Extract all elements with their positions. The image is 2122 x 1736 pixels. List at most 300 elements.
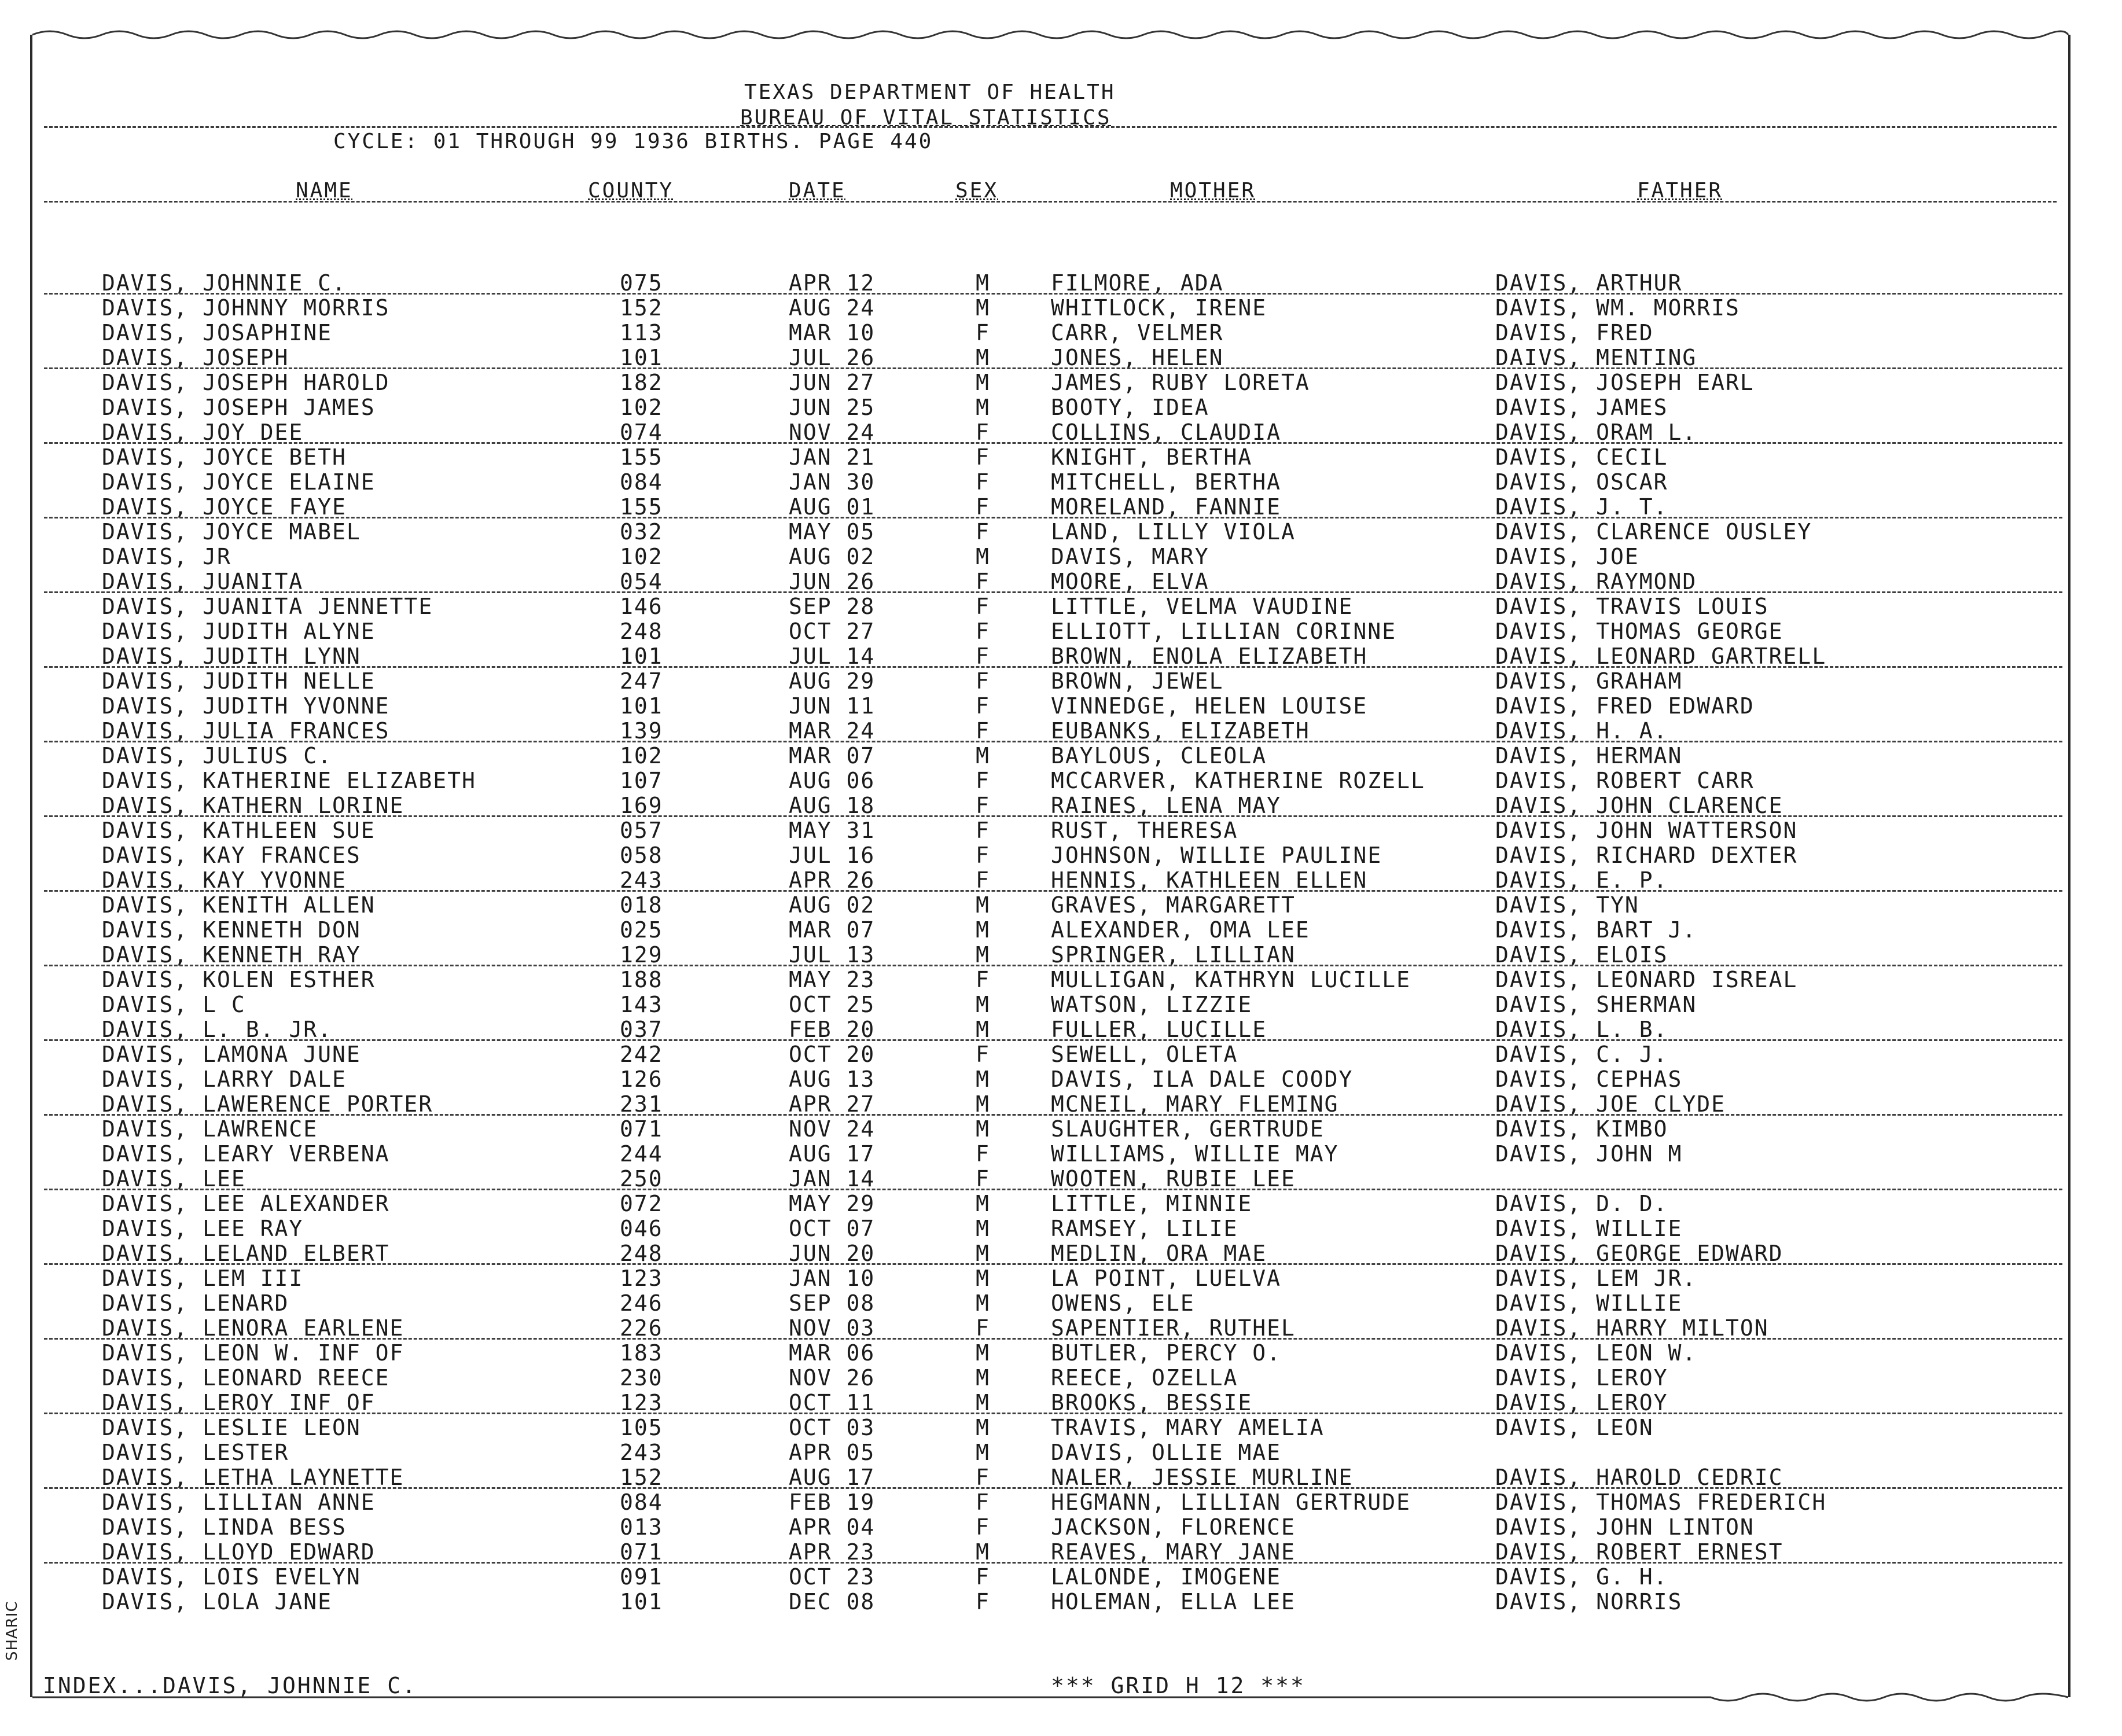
record-sex: M <box>976 892 990 918</box>
record-sex: F <box>976 1564 990 1590</box>
record-date: SEP 28 <box>789 594 876 619</box>
record-sex: F <box>976 494 990 520</box>
top-wavy-edge <box>32 28 2068 42</box>
record-sex: M <box>976 395 990 420</box>
record-father: DAVIS, ARTHUR <box>1495 270 1683 296</box>
record-sex: M <box>976 1116 990 1142</box>
record-name: DAVIS, JUDITH NELLE <box>102 668 376 694</box>
record-dashed-rule <box>44 1189 2062 1190</box>
record-name: DAVIS, LARRY DALE <box>102 1066 347 1092</box>
record-mother: MCCARVER, KATHERINE ROZELL <box>1051 768 1425 793</box>
record-sex: F <box>976 1315 990 1341</box>
record-name: DAVIS, LOLA JANE <box>102 1589 333 1614</box>
record-father: DAVIS, GRAHAM <box>1495 668 1683 694</box>
record-sex: F <box>976 1465 990 1490</box>
record-name: DAVIS, LOIS EVELYN <box>102 1564 361 1590</box>
record-father: DAVIS, JOHN CLARENCE <box>1495 793 1783 818</box>
record-dashed-rule <box>44 890 2062 892</box>
record-row <box>32 271 2068 296</box>
record-row <box>32 470 2068 495</box>
record-dashed-rule <box>44 1338 2062 1340</box>
record-mother: LITTLE, MINNIE <box>1051 1191 1253 1216</box>
record-name: DAVIS, JOSAPHINE <box>102 320 333 345</box>
record-name: DAVIS, LESLIE LEON <box>102 1415 361 1440</box>
record-name: DAVIS, LEROY INF OF <box>102 1390 376 1415</box>
record-dashed-rule <box>44 367 2062 369</box>
record-father: DAVIS, TRAVIS LOUIS <box>1495 594 1769 619</box>
record-mother: SLAUGHTER, GERTRUDE <box>1051 1116 1325 1142</box>
record-row <box>32 744 2068 768</box>
record-name: DAVIS, JOY DEE <box>102 420 304 445</box>
record-county: 058 <box>620 843 663 868</box>
record-mother: DAVIS, MARY <box>1051 544 1209 569</box>
record-date: NOV 03 <box>789 1315 876 1341</box>
record-mother: LITTLE, VELMA VAUDINE <box>1051 594 1354 619</box>
record-date: OCT 23 <box>789 1564 876 1590</box>
record-mother: BAYLOUS, CLEOLA <box>1051 743 1267 768</box>
record-father: DAVIS, WM. MORRIS <box>1495 295 1740 321</box>
record-sex: F <box>976 793 990 818</box>
record-sex: F <box>976 967 990 992</box>
record-row <box>32 968 2068 992</box>
record-sex: F <box>976 768 990 793</box>
record-row <box>32 1515 2068 1540</box>
record-county: 057 <box>620 818 663 843</box>
record-date: APR 05 <box>789 1440 876 1465</box>
record-sex: M <box>976 1290 990 1316</box>
record-name: DAVIS, L C <box>102 992 246 1017</box>
record-name: DAVIS, KOLEN ESTHER <box>102 967 376 992</box>
record-mother: SAPENTIER, RUTHEL <box>1051 1315 1296 1341</box>
record-mother: WILLIAMS, WILLIE MAY <box>1051 1141 1339 1167</box>
record-dashed-rule <box>44 666 2062 668</box>
cycle-line: CYCLE: 01 THROUGH 99 1936 BIRTHS. PAGE 440 <box>333 130 933 153</box>
record-row <box>32 1391 2068 1415</box>
record-date: MAY 31 <box>789 818 876 843</box>
record-sex: M <box>976 370 990 395</box>
record-father: DAVIS, TYN <box>1495 892 1639 918</box>
record-father: DAVIS, D. D. <box>1495 1191 1668 1216</box>
record-name: DAVIS, JUANITA <box>102 569 304 594</box>
record-mother: RAMSEY, LILIE <box>1051 1216 1238 1241</box>
record-county: 152 <box>620 1465 663 1490</box>
record-mother: COLLINS, CLAUDIA <box>1051 420 1282 445</box>
record-father: DAVIS, CECIL <box>1495 444 1668 470</box>
record-county: 182 <box>620 370 663 395</box>
record-date: AUG 29 <box>789 668 876 694</box>
record-county: 101 <box>620 345 663 370</box>
record-name: DAVIS, JOSEPH HAROLD <box>102 370 390 395</box>
record-date: APR 23 <box>789 1539 876 1565</box>
column-header-sex: SEX <box>955 179 999 203</box>
record-page-frame <box>30 35 2070 1697</box>
record-county: 152 <box>620 295 663 321</box>
record-mother: MITCHELL, BERTHA <box>1051 469 1282 495</box>
record-county: 074 <box>620 420 663 445</box>
record-row <box>32 1092 2068 1117</box>
record-date: AUG 06 <box>789 768 876 793</box>
record-name: DAVIS, KENITH ALLEN <box>102 892 376 918</box>
record-sex: M <box>976 1440 990 1465</box>
column-header-mother: MOTHER <box>1170 179 1256 203</box>
record-date: AUG 13 <box>789 1066 876 1092</box>
record-name: DAVIS, KATHLEEN SUE <box>102 818 376 843</box>
record-father: DAVIS, JOE <box>1495 544 1639 569</box>
record-county: 071 <box>620 1116 663 1142</box>
record-county: 091 <box>620 1564 663 1590</box>
record-row <box>32 918 2068 943</box>
record-row <box>32 1216 2068 1241</box>
record-row <box>32 843 2068 868</box>
record-county: 188 <box>620 967 663 992</box>
record-date: JUL 14 <box>789 643 876 669</box>
record-father: DAIVS, MENTING <box>1495 345 1697 370</box>
record-county: 101 <box>620 643 663 669</box>
record-date: AUG 02 <box>789 544 876 569</box>
record-date: NOV 26 <box>789 1365 876 1391</box>
record-dashed-rule <box>44 591 2062 593</box>
record-mother: BROWN, JEWEL <box>1051 668 1224 694</box>
record-sex: M <box>976 1415 990 1440</box>
record-date: JUL 13 <box>789 942 876 968</box>
record-father: DAVIS, CEPHAS <box>1495 1066 1683 1092</box>
record-father: DAVIS, JOHN M <box>1495 1141 1683 1167</box>
record-date: JAN 10 <box>789 1266 876 1291</box>
record-mother: ELLIOTT, LILLIAN CORINNE <box>1051 619 1397 644</box>
record-mother: NALER, JESSIE MURLINE <box>1051 1465 1354 1490</box>
record-row <box>32 1017 2068 1042</box>
record-sex: M <box>976 295 990 321</box>
record-name: DAVIS, LEE ALEXANDER <box>102 1191 390 1216</box>
record-father: DAVIS, HAROLD CEDRIC <box>1495 1465 1783 1490</box>
record-father: DAVIS, H. A. <box>1495 718 1668 744</box>
record-county: 102 <box>620 395 663 420</box>
record-date: APR 27 <box>789 1091 876 1117</box>
record-county: 250 <box>620 1166 663 1191</box>
record-father: DAVIS, ROBERT ERNEST <box>1495 1539 1783 1565</box>
record-sex: F <box>976 1589 990 1614</box>
record-date: OCT 27 <box>789 619 876 644</box>
record-mother: FILMORE, ADA <box>1051 270 1224 296</box>
record-name: DAVIS, KATHERN LORINE <box>102 793 404 818</box>
record-row <box>32 1042 2068 1067</box>
index-label: INDEX...DAVIS, JOHNNIE C. <box>43 1673 417 1698</box>
record-sex: F <box>976 420 990 445</box>
record-county: 231 <box>620 1091 663 1117</box>
record-date: MAR 10 <box>789 320 876 345</box>
record-row <box>32 893 2068 918</box>
record-row <box>32 545 2068 569</box>
record-sex: F <box>976 444 990 470</box>
record-sex: M <box>976 345 990 370</box>
record-row <box>32 594 2068 619</box>
record-father: DAVIS, GEORGE EDWARD <box>1495 1241 1783 1266</box>
record-row <box>32 495 2068 520</box>
record-dashed-rule <box>44 517 2062 518</box>
record-name: DAVIS, JOSEPH <box>102 345 289 370</box>
side-stamp: SHARIC <box>3 1601 21 1661</box>
record-county: 075 <box>620 270 663 296</box>
record-father: DAVIS, FRED <box>1495 320 1654 345</box>
record-row <box>32 345 2068 370</box>
record-row <box>32 1415 2068 1440</box>
record-dashed-rule <box>44 1114 2062 1116</box>
record-sex: F <box>976 569 990 594</box>
record-row <box>32 445 2068 470</box>
record-date: JUN 27 <box>789 370 876 395</box>
record-dashed-rule <box>44 1413 2062 1414</box>
record-name: DAVIS, JOYCE ELAINE <box>102 469 376 495</box>
record-father: DAVIS, CLARENCE OUSLEY <box>1495 519 1812 545</box>
record-dashed-rule <box>44 1039 2062 1041</box>
record-name: DAVIS, JOYCE BETH <box>102 444 347 470</box>
record-date: JAN 14 <box>789 1166 876 1191</box>
record-father: DAVIS, ELOIS <box>1495 942 1668 968</box>
record-county: 243 <box>620 867 663 893</box>
record-name: DAVIS, LAWERENCE PORTER <box>102 1091 433 1117</box>
record-mother: LA POINT, LUELVA <box>1051 1266 1282 1291</box>
record-father: DAVIS, JOSEPH EARL <box>1495 370 1755 395</box>
record-row <box>32 1241 2068 1266</box>
column-header-county: COUNTY <box>588 179 674 203</box>
record-mother: TRAVIS, MARY AMELIA <box>1051 1415 1325 1440</box>
record-name: DAVIS, JULIA FRANCES <box>102 718 390 744</box>
record-sex: F <box>976 843 990 868</box>
record-date: JUL 26 <box>789 345 876 370</box>
record-date: OCT 03 <box>789 1415 876 1440</box>
record-name: DAVIS, LESTER <box>102 1440 289 1465</box>
record-father: DAVIS, L. B. <box>1495 1017 1668 1042</box>
record-mother: LALONDE, IMOGENE <box>1051 1564 1282 1590</box>
record-mother: JONES, HELEN <box>1051 345 1224 370</box>
record-date: JUL 16 <box>789 843 876 868</box>
record-row <box>32 992 2068 1017</box>
record-mother: KNIGHT, BERTHA <box>1051 444 1253 470</box>
record-mother: MULLIGAN, KATHRYN LUCILLE <box>1051 967 1411 992</box>
record-father: DAVIS, RICHARD DEXTER <box>1495 843 1798 868</box>
record-sex: F <box>976 718 990 744</box>
record-father: DAVIS, JOHN LINTON <box>1495 1514 1755 1540</box>
record-mother: MCNEIL, MARY FLEMING <box>1051 1091 1339 1117</box>
record-row <box>32 1316 2068 1341</box>
record-date: JAN 30 <box>789 469 876 495</box>
record-name: DAVIS, JR <box>102 544 231 569</box>
record-father: DAVIS, ORAM L. <box>1495 420 1697 445</box>
record-county: 101 <box>620 1589 663 1614</box>
record-county: 246 <box>620 1290 663 1316</box>
record-sex: M <box>976 1066 990 1092</box>
record-row <box>32 1167 2068 1191</box>
header-divider <box>44 126 2057 128</box>
record-sex: F <box>976 1514 990 1540</box>
record-sex: F <box>976 519 990 545</box>
record-mother: MEDLIN, ORA MAE <box>1051 1241 1267 1266</box>
record-father: DAVIS, NORRIS <box>1495 1589 1683 1614</box>
record-row <box>32 395 2068 420</box>
record-name: DAVIS, JOYCE FAYE <box>102 494 347 520</box>
record-father: DAVIS, C. J. <box>1495 1042 1668 1067</box>
record-mother: WOOTEN, RUBIE LEE <box>1051 1166 1296 1191</box>
grid-label: *** GRID H 12 *** <box>1051 1673 1305 1698</box>
record-row <box>32 818 2068 843</box>
record-sex: F <box>976 693 990 719</box>
record-row <box>32 1540 2068 1565</box>
record-name: DAVIS, LENORA EARLENE <box>102 1315 404 1341</box>
record-father: DAVIS, HERMAN <box>1495 743 1683 768</box>
record-sex: F <box>976 867 990 893</box>
record-father: DAVIS, LEROY <box>1495 1365 1668 1391</box>
record-county: 143 <box>620 992 663 1017</box>
record-row <box>32 296 2068 321</box>
record-date: APR 12 <box>789 270 876 296</box>
record-dashed-rule <box>44 965 2062 966</box>
record-sex: M <box>976 270 990 296</box>
record-sex: F <box>976 619 990 644</box>
record-father: DAVIS, JAMES <box>1495 395 1668 420</box>
record-name: DAVIS, JULIUS C. <box>102 743 333 768</box>
record-mother: HOLEMAN, ELLA LEE <box>1051 1589 1296 1614</box>
record-county: 169 <box>620 793 663 818</box>
record-mother: HEGMANN, LILLIAN GERTRUDE <box>1051 1489 1411 1515</box>
record-name: DAVIS, LAWRENCE <box>102 1116 318 1142</box>
record-mother: OWENS, ELE <box>1051 1290 1195 1316</box>
record-county: 129 <box>620 942 663 968</box>
record-name: DAVIS, KAY FRANCES <box>102 843 361 868</box>
record-mother: WATSON, LIZZIE <box>1051 992 1253 1017</box>
record-mother: BUTLER, PERCY O. <box>1051 1340 1282 1366</box>
record-mother: DAVIS, OLLIE MAE <box>1051 1440 1282 1465</box>
record-county: 242 <box>620 1042 663 1067</box>
record-sex: M <box>976 1091 990 1117</box>
record-sex: F <box>976 1166 990 1191</box>
record-row <box>32 1440 2068 1465</box>
record-sex: M <box>976 1266 990 1291</box>
record-row <box>32 1266 2068 1291</box>
record-county: 155 <box>620 494 663 520</box>
record-county: 013 <box>620 1514 663 1540</box>
record-row <box>32 1565 2068 1590</box>
record-county: 226 <box>620 1315 663 1341</box>
record-county: 018 <box>620 892 663 918</box>
record-mother: DAVIS, ILA DALE COODY <box>1051 1066 1354 1092</box>
record-row <box>32 669 2068 694</box>
record-date: APR 26 <box>789 867 876 893</box>
record-name: DAVIS, LENARD <box>102 1290 289 1316</box>
record-sex: M <box>976 1340 990 1366</box>
record-sex: M <box>976 1241 990 1266</box>
record-sex: F <box>976 643 990 669</box>
record-date: AUG 02 <box>789 892 876 918</box>
record-sex: F <box>976 1042 990 1067</box>
record-sex: M <box>976 992 990 1017</box>
record-date: JUN 25 <box>789 395 876 420</box>
record-name: DAVIS, LLOYD EDWARD <box>102 1539 376 1565</box>
record-mother: BOOTY, IDEA <box>1051 395 1209 420</box>
record-dashed-rule <box>44 1562 2062 1564</box>
record-father: DAVIS, LEONARD ISREAL <box>1495 967 1798 992</box>
record-name: DAVIS, LEONARD REECE <box>102 1365 390 1391</box>
record-county: 032 <box>620 519 663 545</box>
record-father: DAVIS, WILLIE <box>1495 1216 1683 1241</box>
record-father: DAVIS, HARRY MILTON <box>1495 1315 1769 1341</box>
record-county: 123 <box>620 1266 663 1291</box>
record-sex: M <box>976 917 990 943</box>
record-date: DEC 08 <box>789 1589 876 1614</box>
record-date: NOV 24 <box>789 420 876 445</box>
record-father: DAVIS, RAYMOND <box>1495 569 1697 594</box>
record-name: DAVIS, LILLIAN ANNE <box>102 1489 376 1515</box>
record-sex: M <box>976 743 990 768</box>
record-row <box>32 1191 2068 1216</box>
record-father: DAVIS, THOMAS GEORGE <box>1495 619 1783 644</box>
record-name: DAVIS, JOYCE MABEL <box>102 519 361 545</box>
record-county: 025 <box>620 917 663 943</box>
record-name: DAVIS, JUDITH YVONNE <box>102 693 390 719</box>
record-row <box>32 1142 2068 1167</box>
record-county: 054 <box>620 569 663 594</box>
record-row <box>32 694 2068 719</box>
record-date: MAR 06 <box>789 1340 876 1366</box>
record-row <box>32 1067 2068 1092</box>
record-name: DAVIS, LEE RAY <box>102 1216 304 1241</box>
record-name: DAVIS, LELAND ELBERT <box>102 1241 390 1266</box>
record-father: DAVIS, LEON W. <box>1495 1340 1697 1366</box>
record-name: DAVIS, KAY YVONNE <box>102 867 347 893</box>
record-father: DAVIS, ROBERT CARR <box>1495 768 1755 793</box>
record-county: 247 <box>620 668 663 694</box>
record-county: 248 <box>620 619 663 644</box>
record-row <box>32 1341 2068 1366</box>
record-father: DAVIS, JOE CLYDE <box>1495 1091 1726 1117</box>
record-county: 244 <box>620 1141 663 1167</box>
record-mother: MOORE, ELVA <box>1051 569 1209 594</box>
column-header-name: NAME <box>296 179 353 203</box>
record-county: 046 <box>620 1216 663 1241</box>
department-title: TEXAS DEPARTMENT OF HEALTH <box>744 80 1116 104</box>
record-mother: CARR, VELMER <box>1051 320 1224 345</box>
record-county: 107 <box>620 768 663 793</box>
record-father: DAVIS, E. P. <box>1495 867 1668 893</box>
record-father: DAVIS, LEON <box>1495 1415 1654 1440</box>
record-row <box>32 420 2068 445</box>
record-row <box>32 1465 2068 1490</box>
record-mother: BROOKS, BESSIE <box>1051 1390 1253 1415</box>
record-county: 105 <box>620 1415 663 1440</box>
record-mother: JOHNSON, WILLIE PAULINE <box>1051 843 1382 868</box>
record-date: JUN 26 <box>789 569 876 594</box>
bureau-title: BUREAU OF VITAL STATISTICS <box>740 106 1112 130</box>
record-county: 248 <box>620 1241 663 1266</box>
record-name: DAVIS, LEARY VERBENA <box>102 1141 390 1167</box>
record-date: MAR 07 <box>789 743 876 768</box>
record-father: DAVIS, G. H. <box>1495 1564 1668 1590</box>
record-row <box>32 644 2068 669</box>
record-county: 071 <box>620 1539 663 1565</box>
record-row <box>32 569 2068 594</box>
record-dashed-rule <box>44 442 2062 444</box>
record-sex: M <box>976 1216 990 1241</box>
record-name: DAVIS, KENNETH RAY <box>102 942 361 968</box>
record-sex: F <box>976 320 990 345</box>
record-dashed-rule <box>44 1263 2062 1265</box>
record-father: DAVIS, LEM JR. <box>1495 1266 1697 1291</box>
record-county: 113 <box>620 320 663 345</box>
record-date: MAY 23 <box>789 967 876 992</box>
record-mother: REECE, OZELLA <box>1051 1365 1238 1391</box>
record-row <box>32 321 2068 345</box>
record-row <box>32 1366 2068 1391</box>
column-header-date: DATE <box>789 179 846 203</box>
